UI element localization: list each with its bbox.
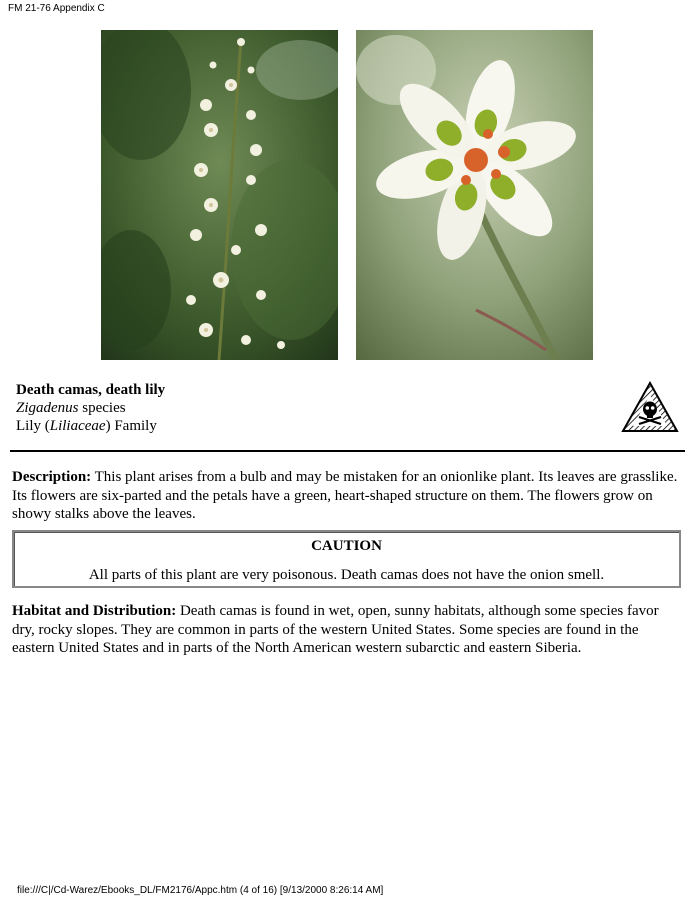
plant-family <box>16 417 157 435</box>
plant-scientific-name <box>16 399 126 417</box>
species-suffix: species <box>78 400 126 416</box>
habitat-paragraph <box>12 602 684 658</box>
description-text: This plant arises from a bulb and may be mistaken for an onionlike plant. Its leaves are grasslike. Its flowers are six-parted and the petals have a green, heart-shaped structure on them. The flowers grow on showy stalks above the leaves. <box>12 469 678 522</box>
flower-closeup-photo <box>356 30 593 360</box>
page-footer-url: file:///C|/Cd-Warez/Ebooks_DL/FM2176/Appc.htm (4 of 16) [9/13/2000 8:26:14 AM] <box>17 885 384 896</box>
page-header: FM 21-76 Appendix C <box>8 3 105 14</box>
poison-skull-triangle-icon <box>621 381 679 433</box>
family-latin-name: Liliaceae <box>49 418 106 434</box>
caution-title: CAUTION <box>311 538 382 554</box>
section-divider <box>10 450 685 452</box>
genus-name: Zigadenus <box>16 400 79 416</box>
habitat-text: Death camas is found in wet, open, sunny habitats, although some species favor dry, rocky slopes. They are common in parts of the western United States. Some species are found in the eastern United States and in parts of the North American western subarctic and eastern Siberia. <box>12 603 659 656</box>
description-paragraph <box>12 468 684 524</box>
caution-box <box>12 530 681 588</box>
family-suffix: ) Family <box>105 418 157 434</box>
description-label: Description: <box>12 469 92 485</box>
family-prefix: Lily ( <box>16 418 50 434</box>
plant-common-name: Death camas, death lily <box>16 382 166 398</box>
habitat-label: Habitat and Distribution: <box>12 603 177 619</box>
caution-text: All parts of this plant are very poisonous. Death camas does not have the onion smell. <box>88 567 605 583</box>
flower-stalk-photo <box>101 30 338 360</box>
